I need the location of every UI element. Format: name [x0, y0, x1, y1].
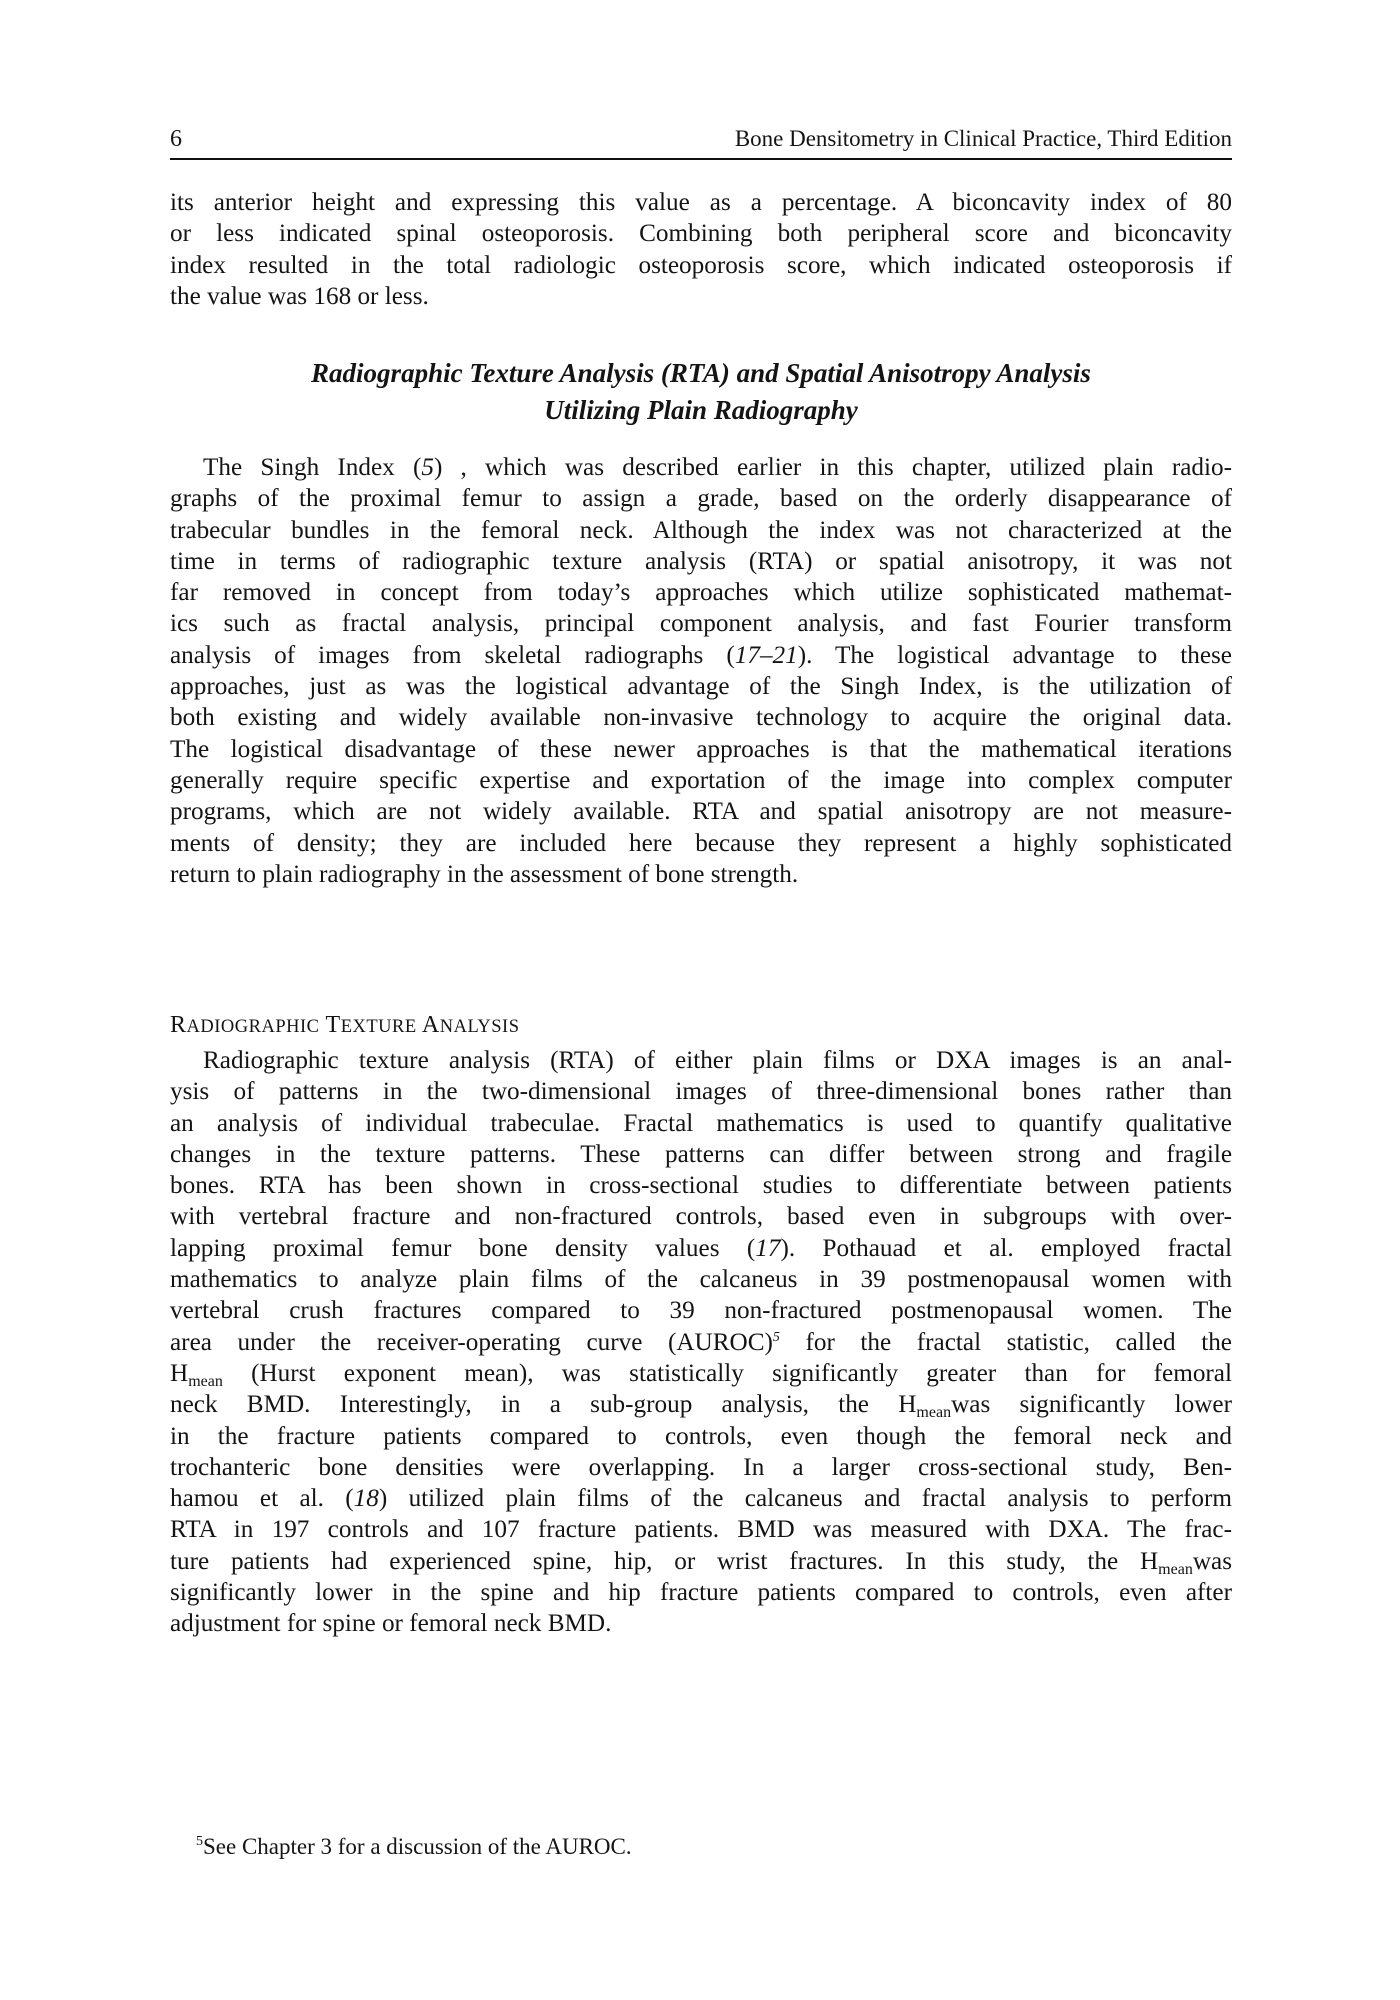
text-line: trabecular bundles in the femoral neck. Although the index was not characterized at the: [170, 516, 1232, 544]
text-line: return to plain radiography in the assessment of bone strength.: [170, 860, 799, 888]
citation-ref: 17–21: [734, 641, 798, 669]
text-line: adjustment for spine or femoral neck BMD.: [170, 1610, 612, 1638]
page-header: [170, 124, 1232, 160]
text-line: The Singh Index (5) , which was described earlier in this chapter, utilized plain radio-: [203, 454, 1232, 481]
footnote-ref[interactable]: 5: [772, 1329, 780, 1345]
text-line: $H_{mean}$ (Hurst exponent mean), was statistically significantly greater than for femoral: [170, 1359, 1232, 1390]
citation-ref: 17: [755, 1234, 781, 1262]
text-line: trochanteric bone densities were overlapping. In a larger cross-sectional study, Ben-: [170, 1453, 1232, 1481]
text-line: changes in the texture patterns. These patterns can differ between strong and fragile: [170, 1140, 1232, 1168]
text-line: in the fracture patients compared to controls, even though the femoral neck and: [170, 1422, 1232, 1450]
citation-ref: 18: [353, 1485, 379, 1513]
text-line: vertebral crush fractures compared to 39 non-fractured postmenopausal women. The: [170, 1297, 1232, 1325]
text-line: graphs of the proximal femur to assign a grade, based on the orderly disappearance of: [170, 485, 1232, 513]
text-line: ics such as fractal analysis, principal component analysis, and fast Fourier transform: [170, 610, 1232, 638]
text-line: approaches, just as was the logistical advantage of the Singh Index, is the utilization of: [170, 673, 1232, 701]
paragraph-rta: [170, 1045, 1232, 1640]
text-line: generally require specific expertise and exportation of the image into complex computer: [170, 766, 1232, 794]
text-line: RTA in 197 controls and 107 fracture patients. BMD was measured with DXA. The frac-: [170, 1516, 1232, 1544]
paragraph-singh-index: [170, 452, 1232, 890]
subsection-heading-rta: RADIOGRAPHIC TEXTURE ANALYSIS: [170, 1012, 520, 1038]
text-line: far removed in concept from today’s approaches which utilize sophisticated mathemat-: [170, 579, 1232, 607]
text-line: lapping proximal femur bone density values (17). Pothauad et al. employed fractal: [170, 1234, 1232, 1262]
footnote-text: See Chapter 3 for a discussion of the AUROC.: [203, 1834, 632, 1859]
section-heading-rta-spatial: [170, 355, 1232, 429]
footnote-marker: 5: [196, 1834, 203, 1849]
text-line: ture patients had experienced spine, hip, or wrist fractures. In this study, the $H_{mean}was$: [170, 1547, 1232, 1578]
text-line: with vertebral fracture and non-fractured controls, based even in subgroups with over-: [170, 1203, 1232, 1231]
heading-line: Utilizing Plain Radiography: [544, 395, 858, 425]
text-line: analysis of images from skeletal radiographs (17–21). The logistical advantage to these: [170, 641, 1232, 669]
text-line: both existing and widely available non-invasive technology to acquire the original data.: [170, 704, 1232, 732]
text-line: neck BMD. Interestingly, in a sub-group analysis, the $H_{mean}was$ significantly lower: [170, 1391, 1232, 1422]
heading-line: Radiographic Texture Analysis (RTA) and Spatial Anisotropy Analysis: [311, 358, 1091, 388]
text-line: hamou et al. (18) utilized plain films of the calcaneus and fractal analysis to perform: [170, 1485, 1232, 1513]
running-head: Bone Densitometry in Clinical Practice, Third Edition: [734, 126, 1232, 151]
text-line: mathematics to analyze plain films of the calcaneus in 39 postmenopausal women with: [170, 1266, 1232, 1294]
text-line: index resulted in the total radiologic osteoporosis score, which indicated osteoporosis if: [170, 251, 1232, 279]
text-line: ysis of patterns in the two-dimensional images of three-dimensional bones rather than: [170, 1078, 1232, 1106]
text-line: the value was 168 or less.: [170, 282, 429, 310]
footnote: [196, 1832, 632, 1862]
paragraph-biconcavity: [170, 187, 1232, 312]
text-line: significantly lower in the spine and hip fracture patients compared to controls, even after: [170, 1579, 1232, 1607]
text-line: Radiographic texture analysis (RTA) of either plain films or DXA images is an anal-: [203, 1047, 1232, 1074]
text-line: area under the receiver-operating curve (AUROC)$^5$ for the fractal statistic, called the: [170, 1328, 1232, 1356]
text-line: ments of density; they are included here because they represent a highly sophisticated: [170, 829, 1232, 857]
text-line: time in terms of radiographic texture analysis (RTA) or spatial anisotropy, it was not: [170, 547, 1232, 575]
text-line: its anterior height and expressing this value as a percentage. A biconcavity index of 80: [170, 189, 1232, 216]
text-line: or less indicated spinal osteoporosis. Combining both peripheral score and biconcavity: [170, 220, 1232, 248]
citation-ref: 5: [421, 454, 434, 481]
text-line: programs, which are not widely available. RTA and spatial anisotropy are not measure-: [170, 798, 1232, 826]
text-line: The logistical disadvantage of these newer approaches is that the mathematical iterations: [170, 735, 1232, 763]
page-number: 6: [170, 126, 182, 152]
text-line: bones. RTA has been shown in cross-sectional studies to differentiate between patients: [170, 1172, 1232, 1200]
text-line: an analysis of individual trabeculae. Fractal mathematics is used to quantify qualitative: [170, 1109, 1232, 1137]
